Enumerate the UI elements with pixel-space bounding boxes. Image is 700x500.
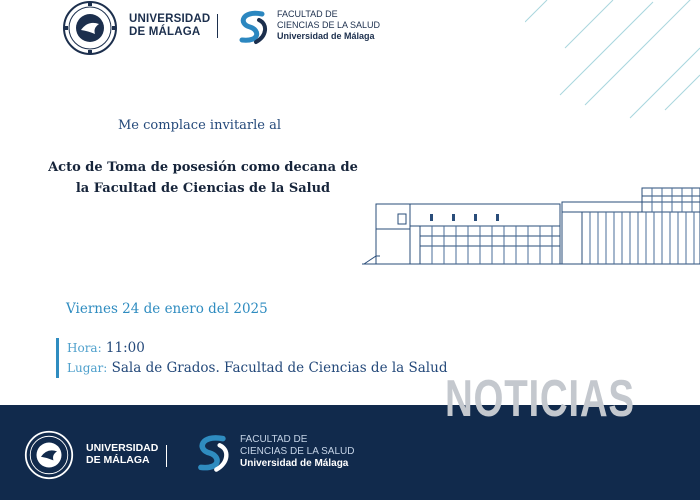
footer-university-name — [86, 442, 158, 466]
place-value: Sala de Grados. Facultad de Ciencias de la Salud — [111, 360, 448, 376]
footer-faculty-line1: FACULTAD DE — [240, 434, 308, 445]
university-name-line2: DE MÁLAGA — [129, 26, 201, 38]
event-title-line1: Acto de Toma de posesión como decana de — [48, 160, 358, 175]
university-seal-icon — [24, 430, 74, 480]
place-label: Lugar: — [67, 361, 108, 375]
university-seal-icon — [62, 0, 118, 56]
faculty-name-line1: FACULTAD DE — [277, 9, 338, 19]
time-label: Hora: — [67, 341, 102, 355]
footer-logo-divider — [166, 445, 167, 467]
footer-university-line2: DE MÁLAGA — [86, 454, 150, 466]
decorative-diagonal-lines — [525, 0, 700, 120]
university-name-line1: UNIVERSIDAD — [129, 13, 211, 25]
faculty-s-logo-icon — [192, 432, 234, 474]
university-name — [129, 13, 210, 39]
event-title-line2: la Facultad de Ciencias de la Salud — [75, 181, 331, 196]
faculty-name — [277, 9, 380, 42]
event-details — [56, 338, 447, 378]
event-date: Viernes 24 de enero del 2025 — [66, 301, 268, 317]
footer-faculty-name — [240, 434, 354, 470]
footer-faculty-line3: Universidad de Málaga — [240, 458, 349, 469]
invitation-intro: Me complace invitarle al — [118, 118, 282, 133]
event-title — [48, 157, 358, 199]
time-row — [67, 338, 447, 358]
time-value: 11:00 — [105, 340, 145, 356]
faculty-name-line2: CIENCIAS DE LA SALUD — [277, 20, 381, 30]
place-row — [67, 358, 447, 378]
noticias-watermark: NOTICIAS — [445, 370, 635, 428]
footer-university-line1: UNIVERSIDAD — [86, 442, 159, 454]
footer-faculty-line2: CIENCIAS DE LA SALUD — [240, 446, 355, 457]
building-line-drawing — [362, 184, 700, 268]
faculty-s-logo-icon — [234, 8, 272, 46]
logo-divider — [217, 14, 218, 38]
faculty-name-line3: Universidad de Málaga — [277, 31, 375, 41]
header-logos — [62, 0, 462, 52]
